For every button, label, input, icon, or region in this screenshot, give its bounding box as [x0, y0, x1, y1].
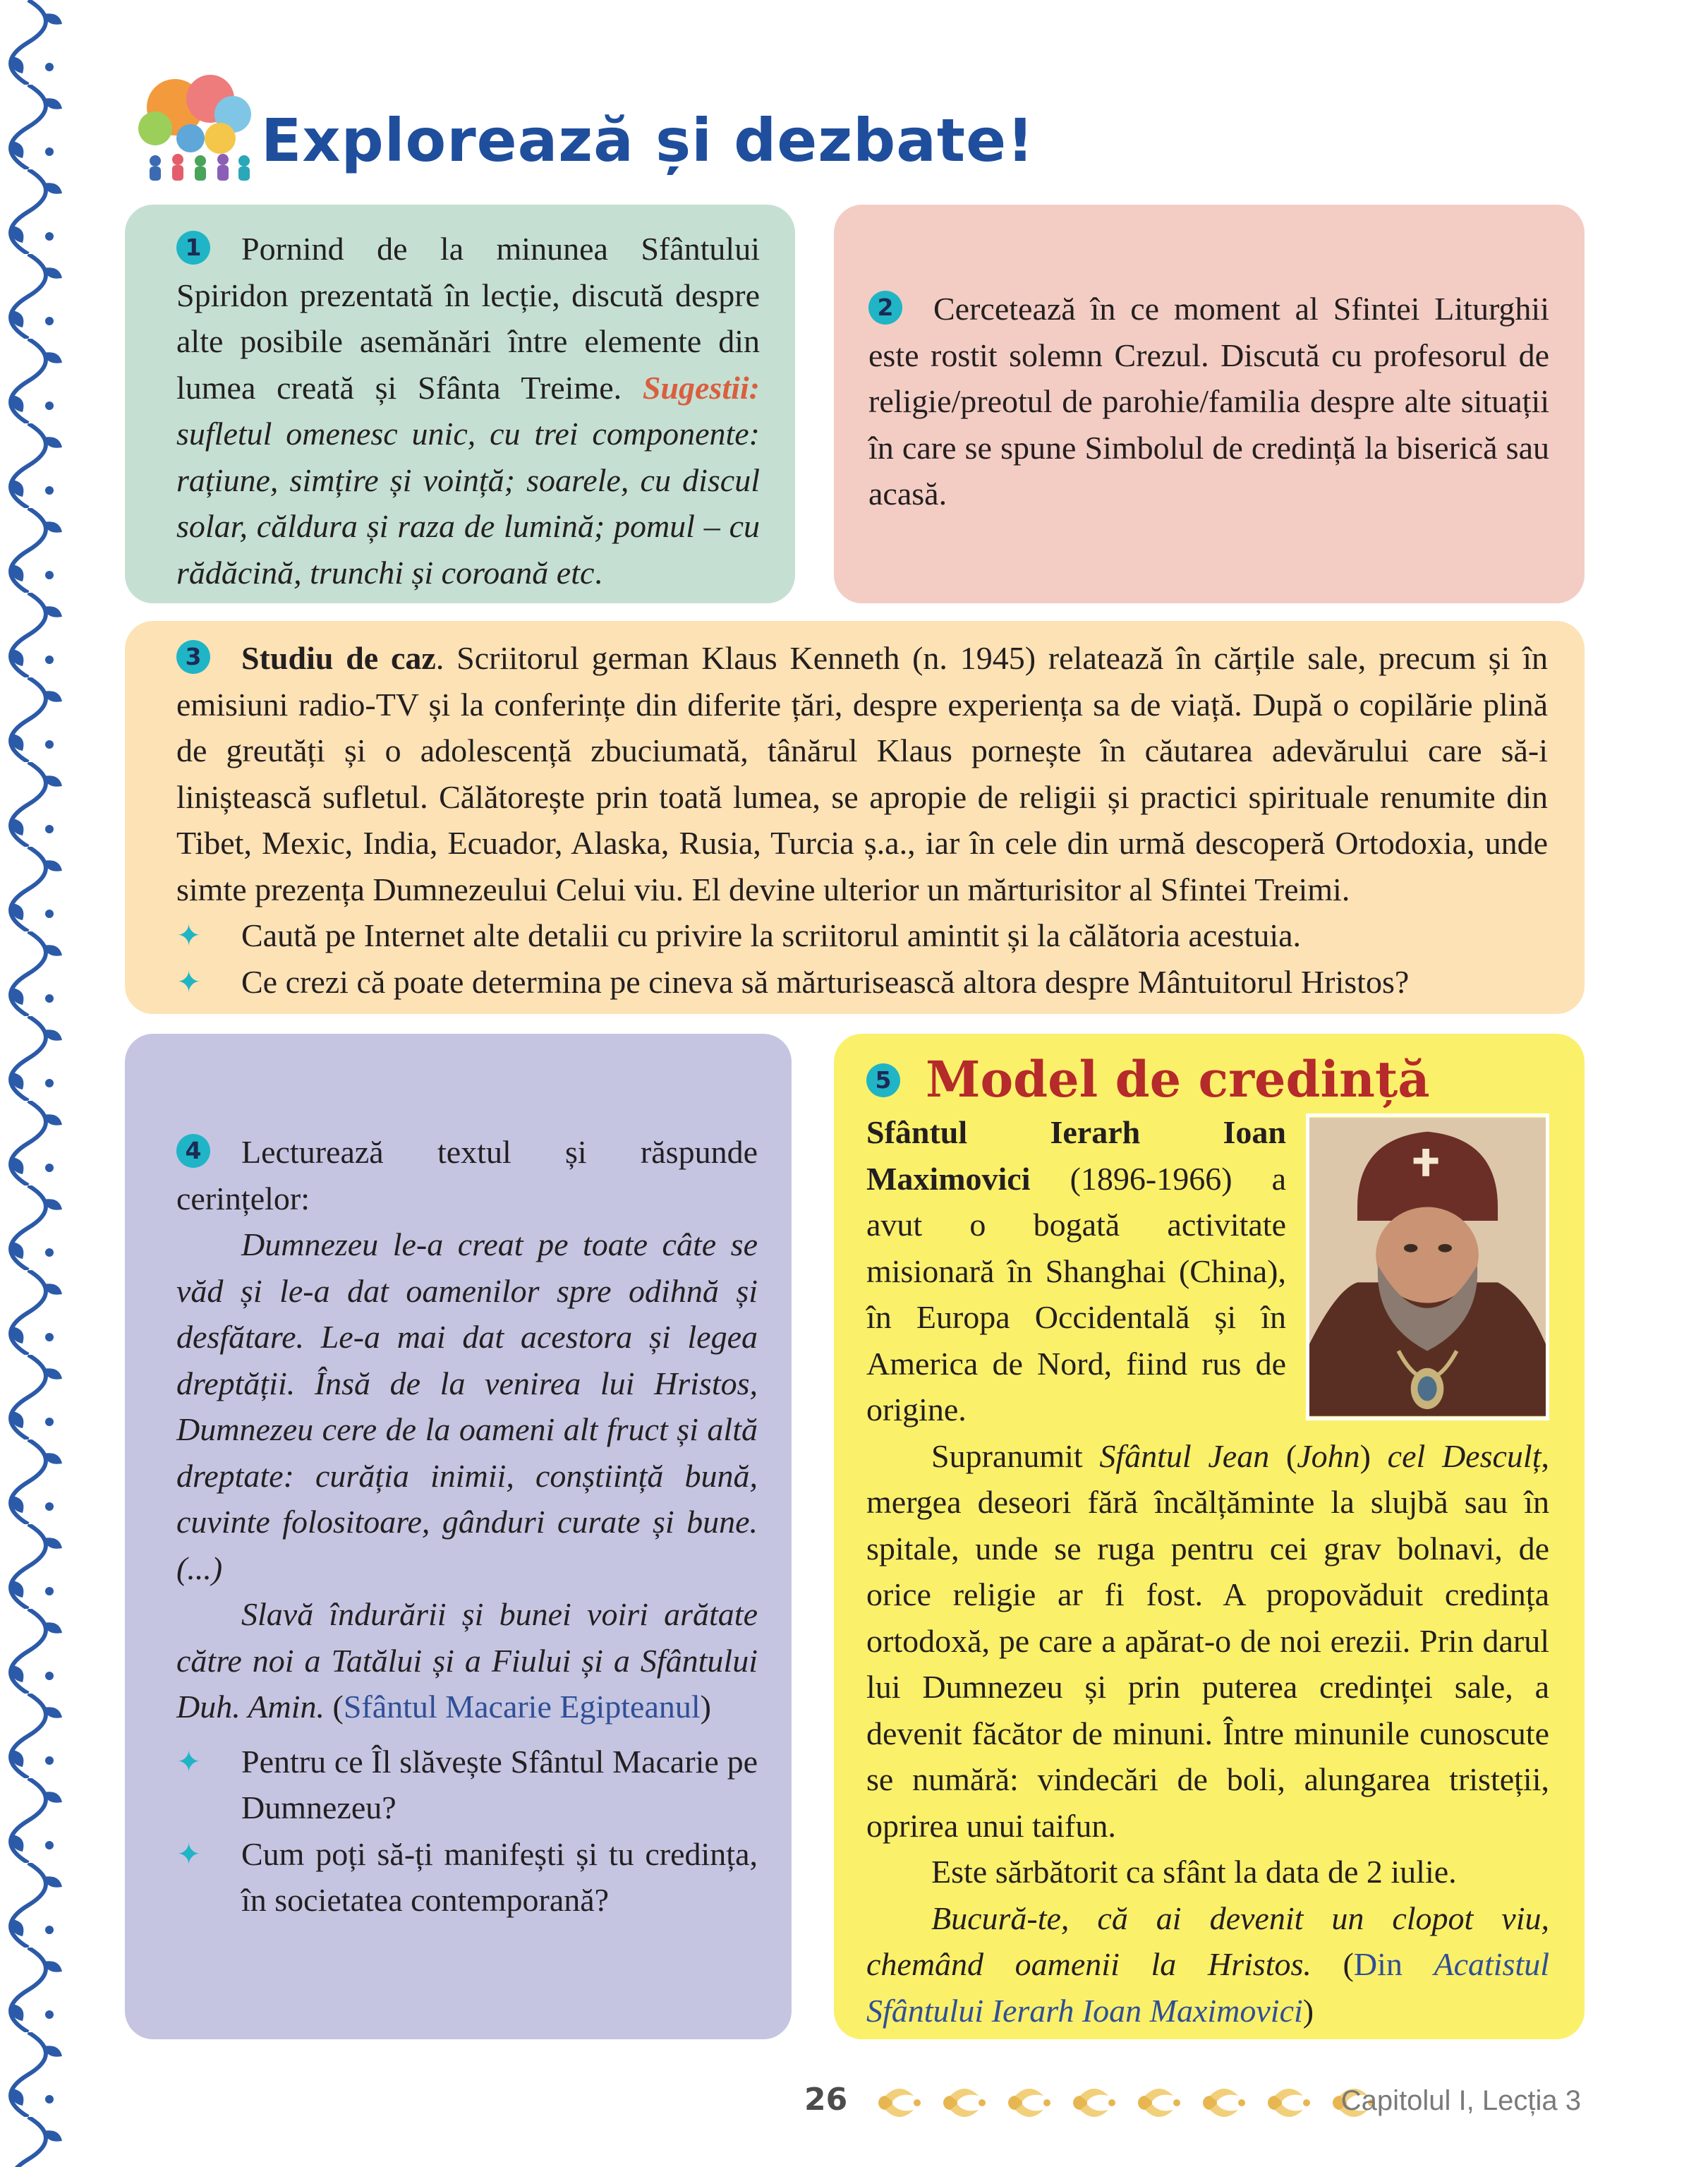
suggestions-text: sufletul omenesc unic, cu trei componente: rațiune, simțire și voință; soarele, cu discul solar, căldura și raza de lumină; pomul – cu rădăcină, trunchi și coroană etc	[176, 416, 760, 591]
activity-4-intro: 4 Lecturează textul și răspunde cerințelor:	[176, 1134, 758, 1217]
activity-2-text: 2 Cercetează în ce moment al Sfintei Liturghii este rostit solemn Crezul. Discută cu profesorul de religie/preotul de parohie/familia despre alte situații în care se spune Simbolul de credință la biserică sau acasă.	[868, 291, 1549, 512]
star-bullet-icon: ✦	[176, 918, 202, 953]
activity-box-4	[125, 1034, 792, 2039]
page-number: 26	[804, 2082, 848, 2118]
activity-box-1	[125, 205, 795, 603]
akathist-quote: Bucură-te, că ai devenit un clopot viu, chemând oamenii la Hristos. (Din Acatistul Sfântului Ierarh Ioan Maximovici)	[866, 1900, 1550, 2029]
case-study-text: 3 Studiu de caz. Scriitorul german Klaus Kenneth (n. 1945) relatează în cărțile sale, precum și în emisiuni radio-TV și la conferințe din diferite țări, despre experiența sa de viață. După o copilărie plină de greutăți și o adolescență zbuciumată, tânărul Klaus pornește în căutarea adevărului care să-i liniștească sufletul. Călătorește prin toată lumea, se apropie de religii și practici spirituale renumite din Tibet, Mexic, India, Ecuador, Alaska, Rusia, Turcia ș.a., iar în cele din urmă descoperă Ortodoxia, unde simte prezența Dumnezeului Celui viu. El devine ulterior un mărturisitor al Sfintei Treimi.	[176, 640, 1549, 907]
activity-4-bullets	[176, 1739, 758, 1924]
star-bullet-icon: ✦	[176, 1744, 202, 1779]
saint-portrait-image	[1306, 1113, 1549, 1420]
saint-name: Sfântul Ierarh Ioan Maximovici	[866, 1114, 1286, 1197]
chapter-label: Capitolul I, Lecția 3	[1340, 2085, 1581, 2116]
case-study-heading: Studiu de caz	[241, 640, 436, 676]
model-heading: 5 Model de credință	[866, 1051, 1549, 1108]
number-badge-1: 1	[176, 231, 210, 265]
activity-box-3	[125, 621, 1585, 1014]
list-item: ✦ Pentru ce Îl slăvește Sfântul Macarie pe Dumnezeu?	[176, 1739, 758, 1831]
list-item: ✦ Cum poți să-ți manifești și tu credința, în societatea contemporană?	[176, 1831, 758, 1924]
saint-intro-paragraph: Sfântul Ierarh Ioan Maximovici (1896-1966) a avut o bogată activitate misionară în Shanghai (China), în Europa Occidentală și în America de Nord, fiind rus de origine.	[866, 1114, 1286, 1427]
suggestions-label: Sugestii:	[642, 369, 760, 406]
case-study-bullets	[176, 912, 1548, 1005]
activity-1-text: 1 Pornind de la minunea Sfântului Spiridon prezentată în lecție, discută despre alte posibile asemănări între elemente din lumea creată și Sfânta Treime. Sugestii: sufletul omenesc unic, cu trei componente: rațiune, simțire și voință; soarele, cu discul solar, căldura și raza de lumină; pomul – cu rădăcină, trunchi și coroană etc.	[176, 231, 760, 591]
discussion-bubbles-icon	[134, 71, 258, 183]
quote-source: Sfântul Macarie Egipteanul	[343, 1689, 701, 1725]
quote-source: Acatistul Sfântului Ierarh Ioan Maximovici	[866, 1946, 1550, 2029]
page-title: Explorează și dezbate!	[261, 106, 1035, 175]
number-badge-2: 2	[868, 291, 902, 325]
quote-paragraph-2: Slavă îndurării și bunei voiri arătate către noi a Tatălui și a Fiului și a Sfântului Duh. Amin. (Sfântul Macarie Egipteanul)	[176, 1596, 758, 1725]
list-item: ✦ Caută pe Internet alte detalii cu privire la scriitorul amintit și la călătoria acestuia.	[176, 912, 1548, 959]
number-badge-3: 3	[176, 640, 210, 674]
left-border-ornament	[0, 0, 92, 2167]
star-bullet-icon: ✦	[176, 1836, 202, 1871]
saint-life-paragraph: Supranumit Sfântul Jean (John) cel Desculț, mergea deseori fără încălțăminte la slujbă sau în spitale, unde se ruga pentru cei grav bolnavi, de orice religie ar fi fost. A propovăduit credința ortodoxă, pe care a apărat-o de noi erezii. Prin darul lui Dumnezeu și prin puterea credinței sale, a devenit făcător de minuni. Între minunile cunoscute se numără: vindecări de boli, alungarea tristeții, oprirea unui taifun.	[866, 1437, 1549, 1844]
quote-paragraph-1: Dumnezeu le-a creat pe toate câte se văd și le-a dat oamenilor spre odihnă și desfătare. Le-a mai dat acestora și legea dreptății. Însă de la venirea lui Hristos, Dumnezeu cere de la oameni alt fruct și altă dreptate: curăția inimii, conștiință bună, cuvinte folositoare, gânduri curate și bune. (...)	[176, 1226, 758, 1586]
feast-day-paragraph: Este sărbătorit ca sfânt la data de 2 iulie.	[931, 1854, 1457, 1890]
star-bullet-icon: ✦	[176, 964, 202, 999]
activity-box-2	[834, 205, 1585, 603]
list-item: ✦ Ce crezi că poate determina pe cineva să mărturisească altora despre Mântuitorul Hristos?	[176, 959, 1548, 1006]
number-badge-5: 5	[866, 1063, 900, 1097]
footer-ornament	[861, 2078, 1383, 2127]
number-badge-4: 4	[176, 1134, 210, 1168]
activity-box-5	[834, 1034, 1585, 2039]
